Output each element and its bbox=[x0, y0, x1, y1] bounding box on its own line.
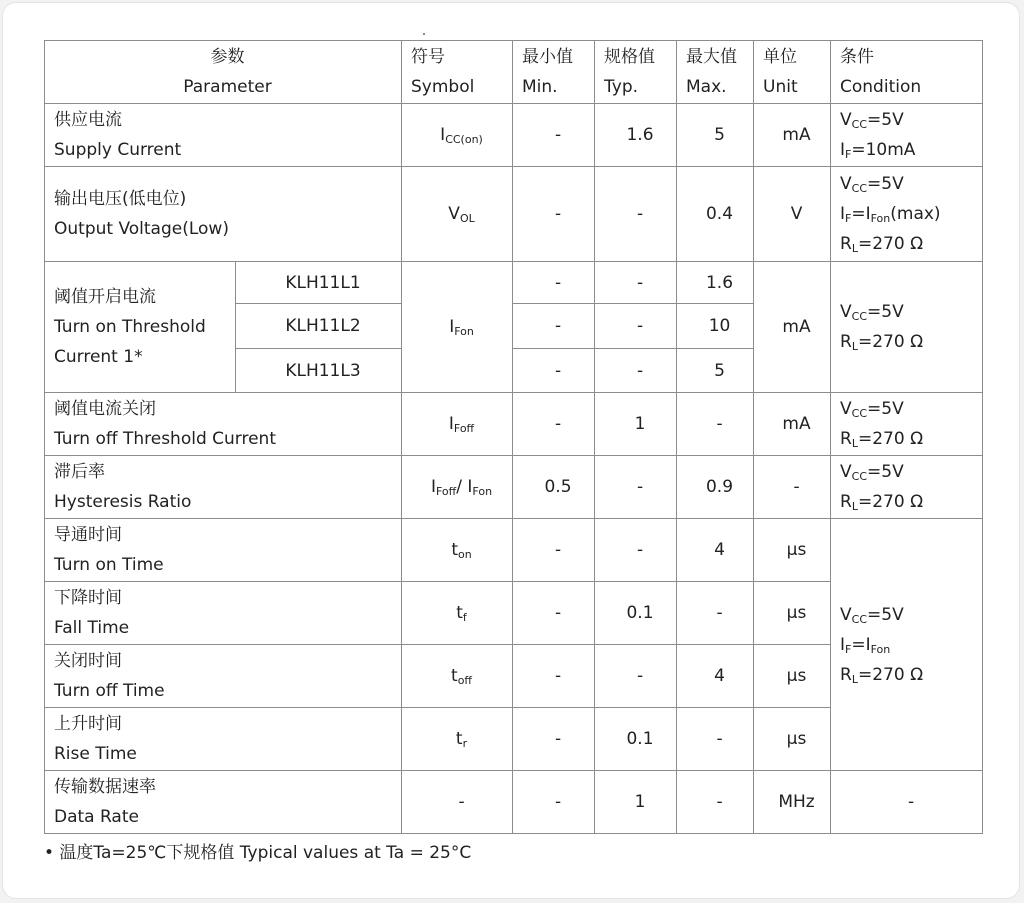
min-cell: - bbox=[513, 519, 595, 582]
min-cell: - bbox=[513, 582, 595, 645]
typ-cell: 1 bbox=[595, 771, 677, 834]
unit-cell: V bbox=[754, 167, 831, 262]
unit-cell: μs bbox=[754, 519, 831, 582]
table-row bbox=[45, 167, 983, 262]
typ-cell: - bbox=[595, 456, 677, 519]
unit-cell: μs bbox=[754, 582, 831, 645]
unit-cell: - bbox=[754, 456, 831, 519]
header-condition: 条件 Condition bbox=[831, 41, 983, 104]
symbol-cell: $I_{Foff}$ bbox=[402, 393, 513, 456]
typ-cell: 1.6 bbox=[595, 104, 677, 167]
min-cell: - bbox=[513, 262, 595, 304]
param-data-rate: 传输数据速率 Data Rate bbox=[45, 771, 402, 834]
param-rise-time: 上升时间 Rise Time bbox=[45, 708, 402, 771]
min-cell: 0.5 bbox=[513, 456, 595, 519]
condition-cell: $V_{CC}=5V$ $R_L=270$ Ω bbox=[831, 393, 983, 456]
typ-cell: - bbox=[595, 304, 677, 349]
symbol-cell: $t_r$ bbox=[402, 708, 513, 771]
condition-cell: $V_{CC}=5V$ $I_F=10mA$ bbox=[831, 104, 983, 167]
condition-cell: $V_{CC}=5V$ $R_L=270$ Ω bbox=[831, 456, 983, 519]
symbol-cell: $t_{on}$ bbox=[402, 519, 513, 582]
min-cell: - bbox=[513, 304, 595, 349]
unit-cell: mA bbox=[754, 262, 831, 393]
typ-cell: - bbox=[595, 349, 677, 393]
param-turn-on-threshold: 阈值开启电流 Turn on Threshold Current 1* bbox=[45, 262, 236, 393]
typ-cell: - bbox=[595, 519, 677, 582]
unit-cell: μs bbox=[754, 708, 831, 771]
table-row bbox=[45, 393, 983, 456]
min-cell: - bbox=[513, 167, 595, 262]
max-cell: - bbox=[677, 771, 754, 834]
header-max: 最大值 Max. bbox=[677, 41, 754, 104]
condition-cell: - bbox=[831, 771, 983, 834]
max-cell: 4 bbox=[677, 519, 754, 582]
symbol-cell: $t_{off}$ bbox=[402, 645, 513, 708]
electrical-characteristics-table bbox=[44, 40, 983, 834]
symbol-cell: $I_{CC(on)}$ bbox=[402, 104, 513, 167]
footnote: • 温度Ta=25℃下规格值 Typical values at Ta = 25°C bbox=[44, 843, 472, 863]
min-cell: - bbox=[513, 349, 595, 393]
header-min: 最小值 Min. bbox=[513, 41, 595, 104]
max-cell: - bbox=[677, 582, 754, 645]
table-row bbox=[45, 262, 983, 304]
max-cell: 4 bbox=[677, 645, 754, 708]
symbol-cell: - bbox=[402, 771, 513, 834]
unit-cell: MHz bbox=[754, 771, 831, 834]
typ-cell: - bbox=[595, 645, 677, 708]
min-cell: - bbox=[513, 708, 595, 771]
param-turn-off-time: 关闭时间 Turn off Time bbox=[45, 645, 402, 708]
max-cell: 10 bbox=[677, 304, 754, 349]
param-output-voltage-low: 输出电压(低电位) Output Voltage(Low) bbox=[45, 167, 402, 262]
header-symbol: 符号 Symbol bbox=[402, 41, 513, 104]
table-row bbox=[45, 519, 983, 582]
param-hysteresis-ratio: 滞后率 Hysteresis Ratio bbox=[45, 456, 402, 519]
table-row bbox=[45, 771, 983, 834]
model-cell: KLH11L3 bbox=[236, 349, 402, 393]
max-cell: 0.4 bbox=[677, 167, 754, 262]
min-cell: - bbox=[513, 393, 595, 456]
symbol-cell: $I_{Foff}/$ $I_{Fon}$ bbox=[402, 456, 513, 519]
table-row bbox=[45, 104, 983, 167]
header-typ: 规格值 Typ. bbox=[595, 41, 677, 104]
model-cell: KLH11L2 bbox=[236, 304, 402, 349]
min-cell: - bbox=[513, 104, 595, 167]
max-cell: - bbox=[677, 708, 754, 771]
typ-cell: - bbox=[595, 262, 677, 304]
max-cell: 5 bbox=[677, 104, 754, 167]
param-turn-off-threshold: 阈值电流关闭 Turn off Threshold Current bbox=[45, 393, 402, 456]
header-unit: 单位 Unit bbox=[754, 41, 831, 104]
unit-cell: μs bbox=[754, 645, 831, 708]
condition-cell: $V_{CC}=5V$ $I_F=I_{Fon}(\max)$ $R_L=270$ Ω bbox=[831, 167, 983, 262]
max-cell: 0.9 bbox=[677, 456, 754, 519]
header-parameter: 参数 Parameter bbox=[45, 41, 402, 104]
unit-cell: mA bbox=[754, 104, 831, 167]
scan-speck bbox=[423, 33, 425, 35]
max-cell: - bbox=[677, 393, 754, 456]
symbol-cell: $V_{OL}$ bbox=[402, 167, 513, 262]
unit-cell: mA bbox=[754, 393, 831, 456]
min-cell: - bbox=[513, 645, 595, 708]
typ-cell: 1 bbox=[595, 393, 677, 456]
symbol-cell: $t_f$ bbox=[402, 582, 513, 645]
symbol-cell: $I_{Fon}$ bbox=[402, 262, 513, 393]
param-turn-on-time: 导通时间 Turn on Time bbox=[45, 519, 402, 582]
header-row bbox=[45, 41, 983, 104]
max-cell: 1.6 bbox=[677, 262, 754, 304]
typ-cell: - bbox=[595, 167, 677, 262]
model-cell: KLH11L1 bbox=[236, 262, 402, 304]
param-fall-time: 下降时间 Fall Time bbox=[45, 582, 402, 645]
typ-cell: 0.1 bbox=[595, 582, 677, 645]
max-cell: 5 bbox=[677, 349, 754, 393]
condition-cell-timing: $V_{CC}=5V$ $I_F=I_{Fon}$ $R_L=270$ Ω bbox=[831, 519, 983, 771]
condition-cell: $V_{CC}=5V$ $R_L=270$ Ω bbox=[831, 262, 983, 393]
min-cell: - bbox=[513, 771, 595, 834]
param-supply-current: 供应电流 Supply Current bbox=[45, 104, 402, 167]
table-row bbox=[45, 456, 983, 519]
typ-cell: 0.1 bbox=[595, 708, 677, 771]
